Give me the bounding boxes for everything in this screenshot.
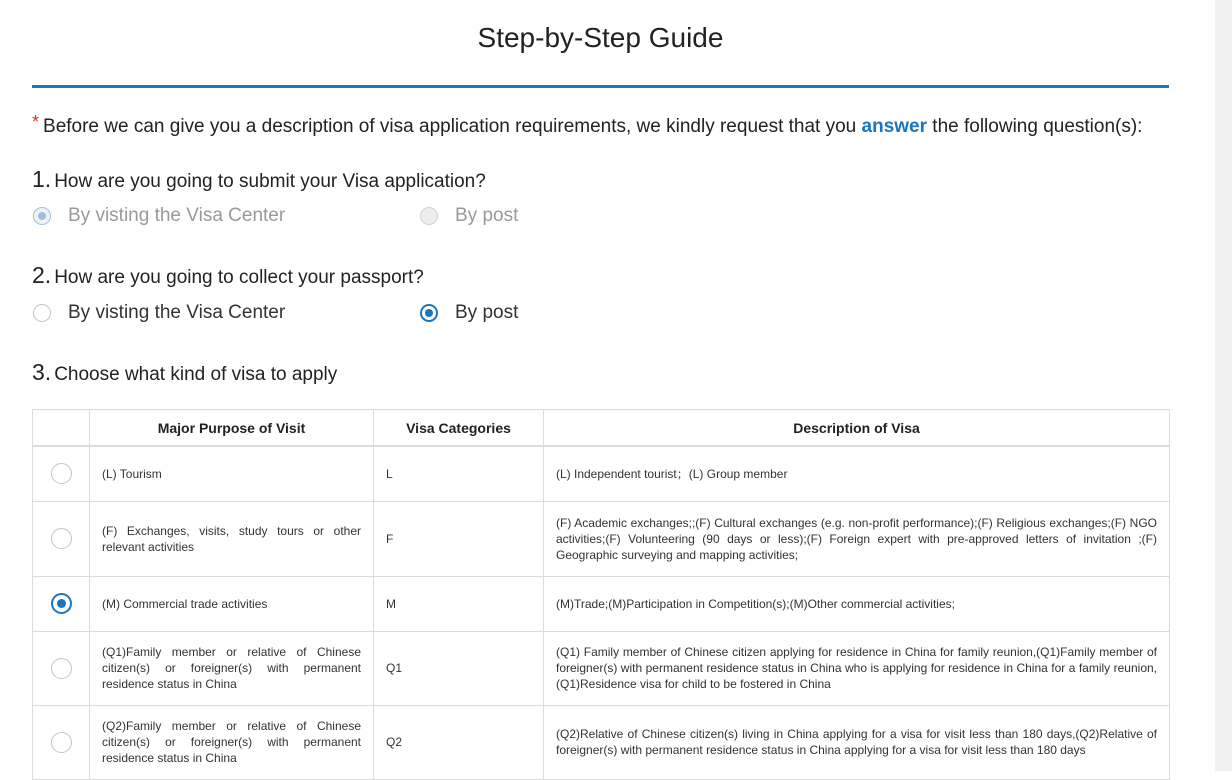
visa-radio-q2[interactable] bbox=[51, 732, 72, 753]
purpose-cell: (Q2)Family member or relative of Chinese citizen(s) or foreigner(s) with permanent residence status in China bbox=[90, 705, 374, 779]
table-header-row bbox=[33, 410, 1170, 447]
description-cell: (L) Independent tourist；(L) Group member bbox=[544, 446, 1170, 501]
question-1-text: How are you going to submit your Visa application? bbox=[54, 171, 486, 192]
category-cell: L bbox=[374, 446, 544, 501]
table-row[interactable] bbox=[33, 705, 1170, 779]
q1-option-by-post[interactable] bbox=[419, 205, 518, 227]
visa-radio-q1[interactable] bbox=[51, 658, 72, 679]
purpose-cell: (L) Tourism bbox=[90, 446, 374, 501]
table-row[interactable] bbox=[33, 576, 1170, 631]
question-3-text: Choose what kind of visa to apply bbox=[54, 364, 338, 385]
table-row[interactable] bbox=[33, 631, 1170, 705]
q1-option-visit-center-label: By visting the Visa Center bbox=[68, 205, 286, 226]
q2-option-visit-center-label: By visting the Visa Center bbox=[68, 302, 286, 323]
required-asterisk: * bbox=[32, 112, 40, 132]
question-3 bbox=[32, 359, 337, 386]
row-select-cell[interactable] bbox=[33, 631, 90, 705]
table-row[interactable] bbox=[33, 446, 1170, 501]
q1-option-visit-center[interactable] bbox=[32, 205, 285, 227]
description-cell: (Q1) Family member of Chinese citizen applying for residence in China for family reunion,(Q1)Family member of foreigner(s) with permanent residence status in China who is applying for residence in China for a family reunion,(Q1)Residence visa for child to be fostered in China bbox=[544, 631, 1170, 705]
question-2 bbox=[32, 262, 424, 289]
intro-text-before: Before we can give you a description of visa application requirements, we kindly request that you bbox=[43, 116, 857, 137]
category-cell: F bbox=[374, 501, 544, 576]
row-select-cell[interactable] bbox=[33, 446, 90, 501]
title-divider bbox=[32, 85, 1169, 88]
page-title: Step-by-Step Guide bbox=[477, 22, 724, 53]
description-cell: (Q2)Relative of Chinese citizen(s) living in China applying for a visa for visit less than 180 days,(Q2)Relative of foreigner(s) with permanent residence status in China applying for a visa for visit less than 180 days bbox=[544, 705, 1170, 779]
step-guide-container bbox=[32, 0, 1169, 765]
purpose-cell: (Q1)Family member or relative of Chinese citizen(s) or foreigner(s) with permanent residence status in China bbox=[90, 631, 374, 705]
q2-radio-visit-center[interactable] bbox=[33, 304, 51, 322]
intro-emphasis: answer bbox=[861, 116, 928, 137]
row-select-cell[interactable] bbox=[33, 501, 90, 576]
row-select-cell[interactable] bbox=[33, 576, 90, 631]
purpose-cell: (M) Commercial trade activities bbox=[90, 576, 374, 631]
visa-radio-m[interactable] bbox=[51, 593, 72, 614]
intro-text bbox=[32, 112, 1143, 138]
visa-radio-l[interactable] bbox=[51, 463, 72, 484]
header-description: Description of Visa bbox=[544, 410, 1170, 447]
header-select bbox=[33, 410, 90, 447]
q1-radio-visit-center[interactable] bbox=[33, 207, 51, 225]
description-cell: (M)Trade;(M)Participation in Competition(s);(M)Other commercial activities; bbox=[544, 576, 1170, 631]
header-visa-categories: Visa Categories bbox=[374, 410, 544, 447]
question-1 bbox=[32, 166, 486, 193]
scrollbar[interactable] bbox=[1215, 0, 1232, 771]
description-cell: (F) Academic exchanges;;(F) Cultural exchanges (e.g. non-profit performance);(F) Religious exchanges;(F) NGO activities;(F) Volunteering (90 days or less);(F) Foreign expert with pre-approved letters of invitation ;(F) Geographic surveying and mapping activities; bbox=[544, 501, 1170, 576]
header-major-purpose: Major Purpose of Visit bbox=[90, 410, 374, 447]
q2-option-visit-center[interactable] bbox=[32, 302, 285, 324]
question-2-text: How are you going to collect your passport? bbox=[54, 267, 424, 288]
category-cell: Q1 bbox=[374, 631, 544, 705]
purpose-cell: (F) Exchanges, visits, study tours or other relevant activities bbox=[90, 501, 374, 576]
intro-text-after: the following question(s): bbox=[932, 116, 1143, 137]
q2-option-by-post[interactable] bbox=[419, 302, 518, 324]
question-3-number: 3. bbox=[32, 359, 52, 385]
visa-type-table bbox=[32, 409, 1170, 780]
row-select-cell[interactable] bbox=[33, 705, 90, 779]
q2-radio-by-post[interactable] bbox=[420, 304, 438, 322]
q2-option-by-post-label: By post bbox=[455, 302, 519, 323]
q1-radio-by-post[interactable] bbox=[420, 207, 438, 225]
table-row[interactable] bbox=[33, 501, 1170, 576]
q1-option-by-post-label: By post bbox=[455, 205, 519, 226]
visa-radio-f[interactable] bbox=[51, 528, 72, 549]
category-cell: Q2 bbox=[374, 705, 544, 779]
question-2-number: 2. bbox=[32, 262, 52, 288]
category-cell: M bbox=[374, 576, 544, 631]
question-1-number: 1. bbox=[32, 166, 52, 192]
